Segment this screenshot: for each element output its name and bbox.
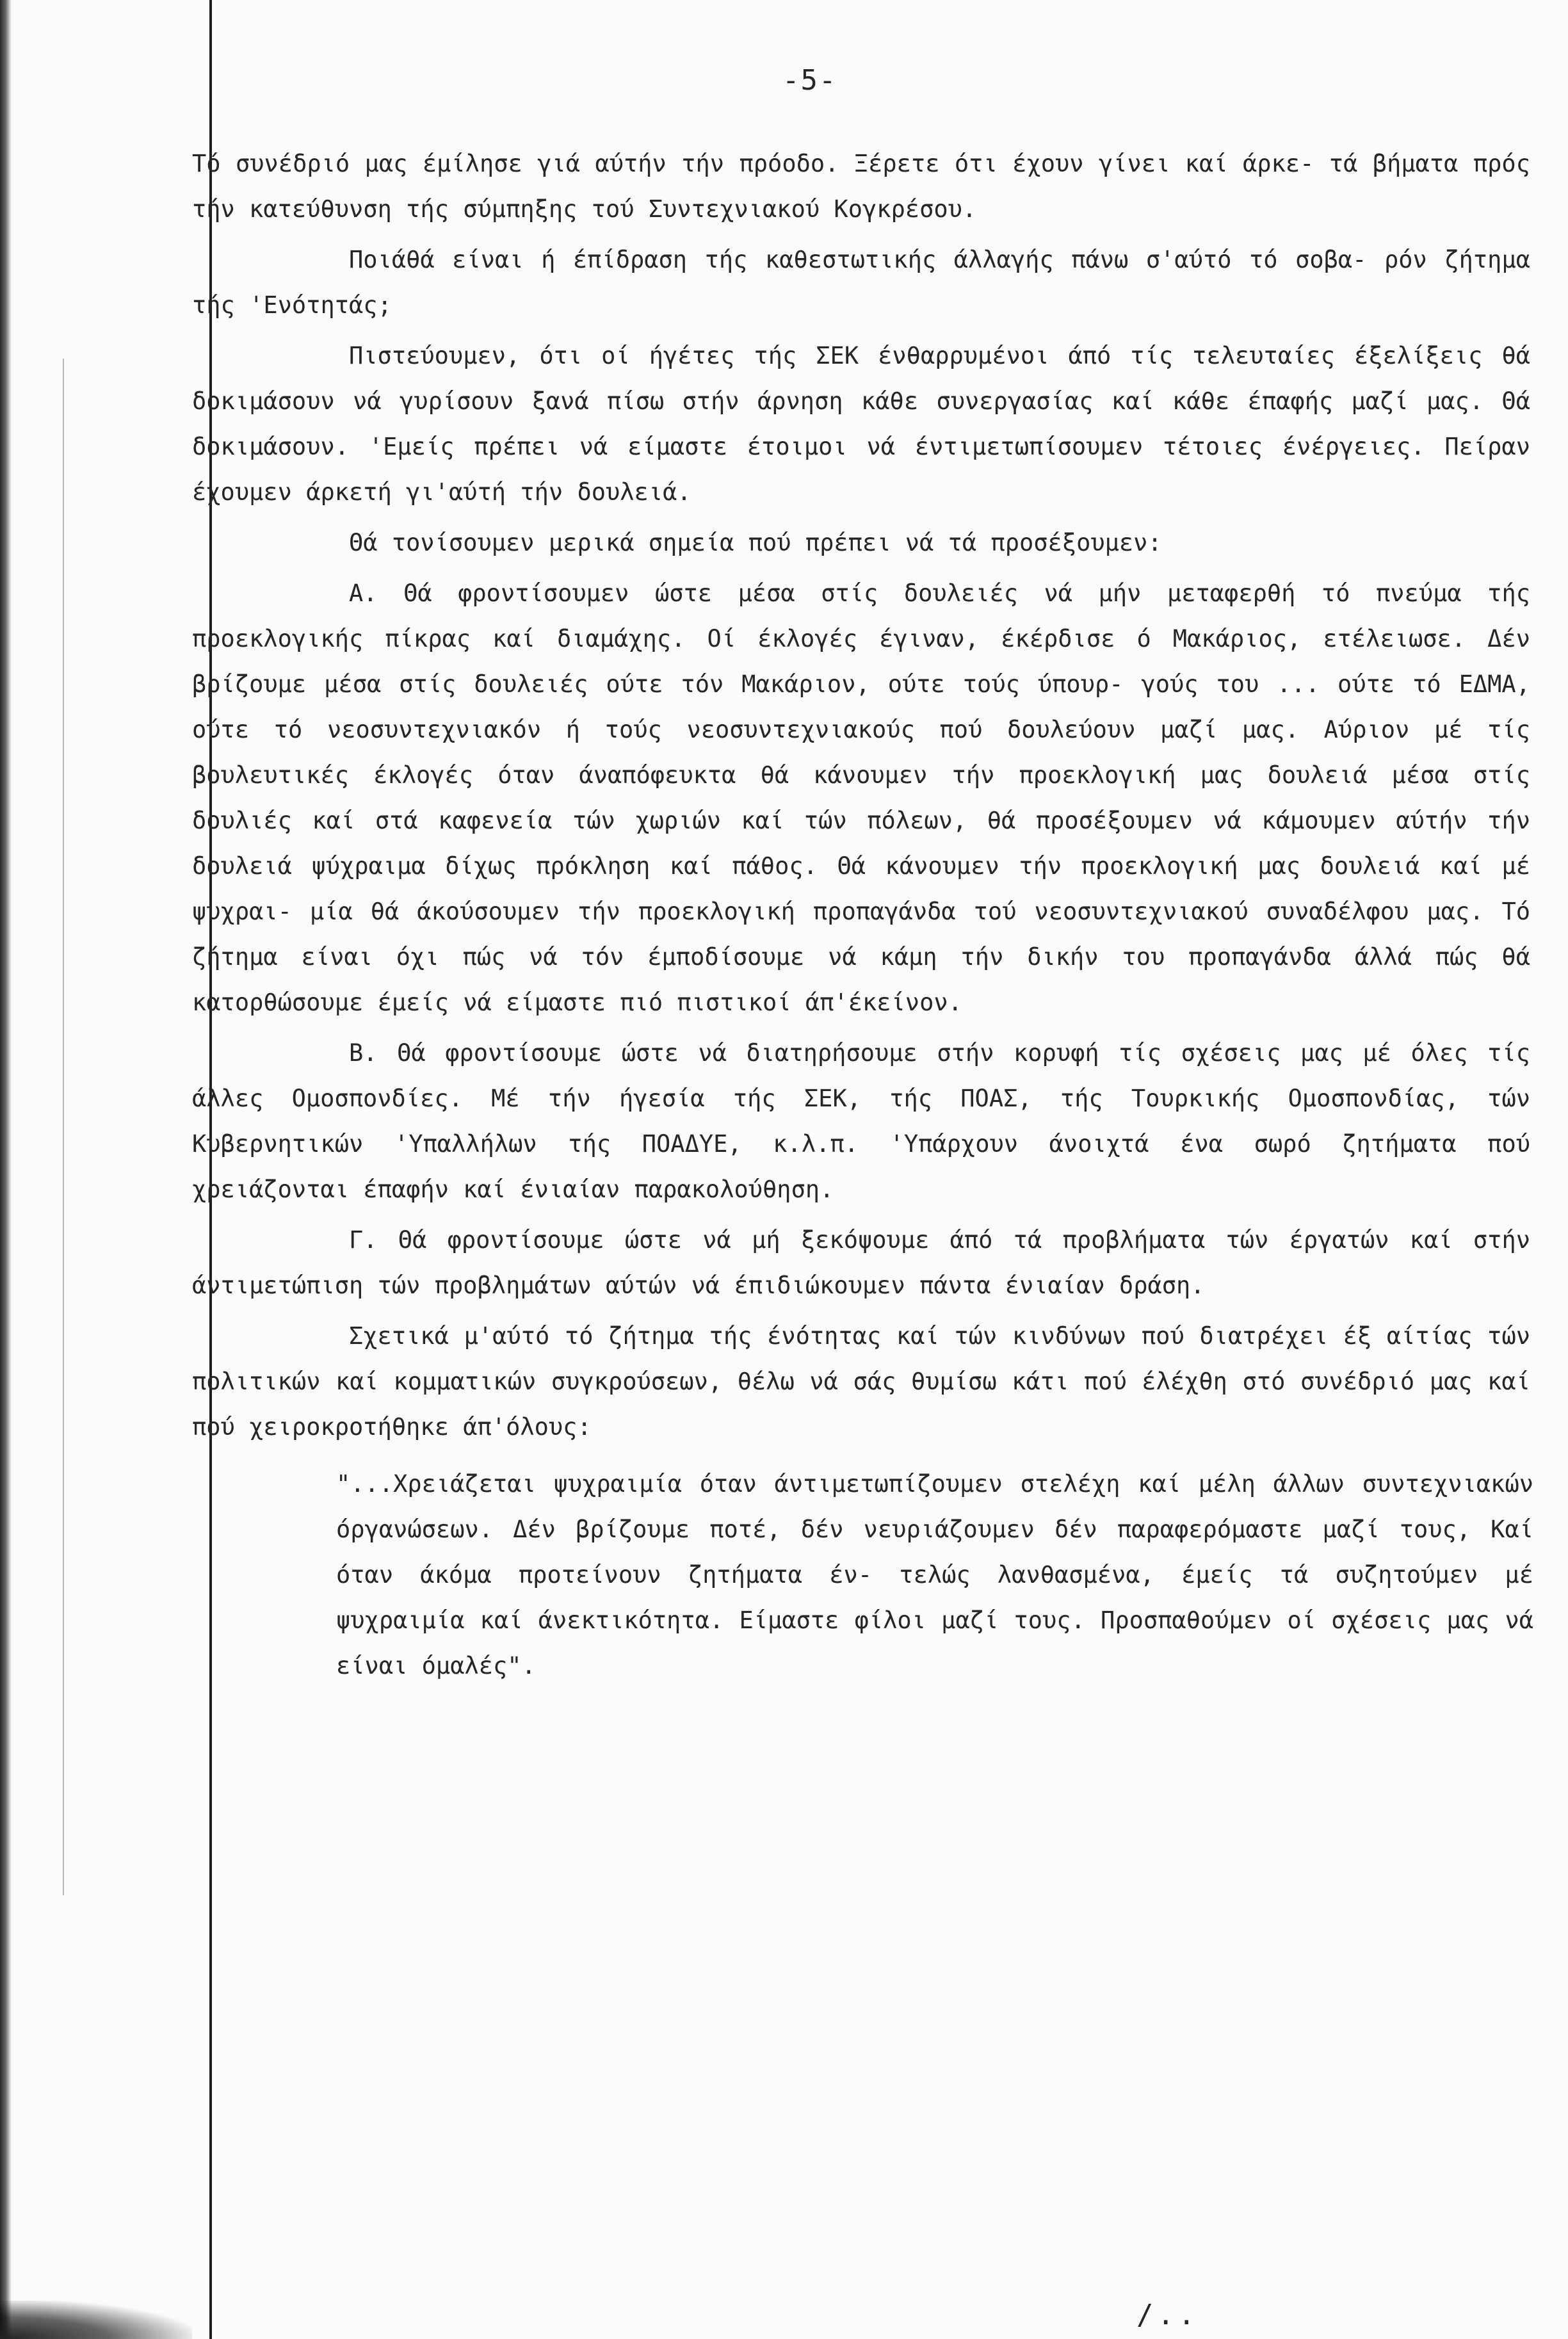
body-text bbox=[192, 141, 1533, 1688]
paragraph: Θά τονίσουμεν μερικά σημεία πού πρέπει νά τά προσέξουμεν: bbox=[349, 529, 1162, 556]
paragraph: Α. Θά φροντίσουμεν ώστε μέσα στίς δουλειές νά μήν μεταφερθή τό πνεύμα τής προεκλογικής πίκρας καί διαμάχης. Οί έκλογές έγιναν, έκέρδισε ό Μακάριος, ετέλειωσε. Δέν βρίζουμε μέσα στίς δουλειές ούτε τόν Μακάριον, ούτε τούς ύπουρ- γούς του ... ούτε τό ΕΔΜΑ, ούτε τό νεοσυντεχνιακόν ή τούς νεοσυντεχνιακούς πού δουλεύουν μαζί μας. Αύριον μέ τίς βουλευτικές έκλογές όταν άναπόφευκτα θά κάνουμεν τήν προεκλογική μας δουλειά μέσα στίς δουλιές καί στά καφενεία τών χωριών καί τών πόλεων, θά προσέξουμεν νά κάμουμεν αύτήν τήν δουλειά ψύχραιμα δίχως πρόκληση καί πάθος. Θά κάνουμεν τήν προεκλογική μας δουλειά καί μέ ψυχραι- μία θά άκούσουμεν τήν προεκλογική προπαγάνδα τού νεοσυντεχνιακού συναδέλφου μας. Τό ζήτημα είναι όχι πώς νά τόν έμποδίσουμε νά κάμη τήν δικήν του προπαγάνδα άλλά πώς θά κατορθώσουμε έμείς νά είμαστε πιό πιστικοί άπ'έκείνον. bbox=[192, 579, 1530, 1016]
paragraph-list bbox=[192, 141, 1530, 1450]
scan-smudge bbox=[0, 2301, 192, 2339]
faint-margin-line bbox=[63, 359, 64, 1895]
paragraph: Γ. Θά φροντίσουμε ώστε νά μή ξεκόψουμε άπό τά προβλήματα τών έργατών καί στήν άντιμετώπιση τών προβλημάτων αύτών νά έπιδιώκουμεν πάντα ένιαίαν δράση. bbox=[192, 1226, 1530, 1299]
continuation-mark: /.. bbox=[1136, 2299, 1199, 2331]
block-quote: "...Χρειάζεται ψυχραιμία όταν άντιμετωπίζουμεν στελέχη καί μέλη άλλων συντεχνιακών όργανώσεων. Δέν βρίζουμε ποτέ, δέν νευριάζουμεν δέν παραφερόμαστε μαζί τους, Καί όταν άκόμα προτείνουν ζητήματα έν- τελώς λανθασμένα, έμείς τά συζητούμεν μέ ψυχραιμία καί άνεκτικότητα. Είμαστε φίλοι μαζί τους. Προσπαθούμεν οί σχέσεις μας νά είναι όμαλές". bbox=[336, 1470, 1533, 1679]
page-number: -5- bbox=[782, 64, 837, 97]
scan-edge-shadow bbox=[0, 0, 12, 2339]
paragraph: Τό συνέδριό μας έμίλησε γιά αύτήν τήν πρόοδο. Ξέρετε ότι έχουν γίνει καί άρκε- τά βήματα πρός τήν κατεύθυνση τής σύμπηξης τού Συντεχνιακού Κογκρέσου. bbox=[192, 150, 1530, 223]
paragraph: Β. Θά φροντίσουμε ώστε νά διατηρήσουμε στήν κορυφή τίς σχέσεις μας μέ όλες τίς άλλες Ομοσπονδίες. Μέ τήν ήγεσία τής ΣΕΚ, τής ΠΟΑΣ, τής Τουρκικής Ομοσπονδίας, τών Κυβερνητικών 'Υπαλλήλων τής ΠΟΑΔΥΕ, κ.λ.π. 'Υπάρχουν άνοιχτά ένα σωρό ζητήματα πού χρειάζονται έπαφήν καί ένιαίαν παρακολούθηση. bbox=[192, 1039, 1530, 1203]
paragraph: Σχετικά μ'αύτό τό ζήτημα τής ένότητας καί τών κινδύνων πού διατρέχει έξ αίτίας τών πολιτικών καί κομματικών συγκρούσεων, θέλω νά σάς θυμίσω κάτι πού έλέχθη στό συνέδριό μας καί πού χειροκροτήθηκε άπ'όλους: bbox=[192, 1322, 1530, 1441]
paragraph: Ποιάθά είναι ή έπίδραση τής καθεστωτικής άλλαγής πάνω σ'αύτό τό σοβα- ρόν ζήτημα τής 'Ενότητάς; bbox=[192, 246, 1530, 319]
paragraph: Πιστεύουμεν, ότι οί ήγέτες τής ΣΕΚ ένθαρρυμένοι άπό τίς τελευταίες έξελίξεις θά δοκιμάσουν νά γυρίσουν ξανά πίσω στήν άρνηση κάθε συνεργασίας καί κάθε έπαφής μαζί μας. Θά δοκιμάσουν. 'Εμείς πρέπει νά είμαστε έτοιμοι νά έντιμετωπίσουμεν τέτοιες ένέργειες. Πείραν έχουμεν άρκετή γι'αύτή τήν δουλειά. bbox=[192, 342, 1530, 506]
